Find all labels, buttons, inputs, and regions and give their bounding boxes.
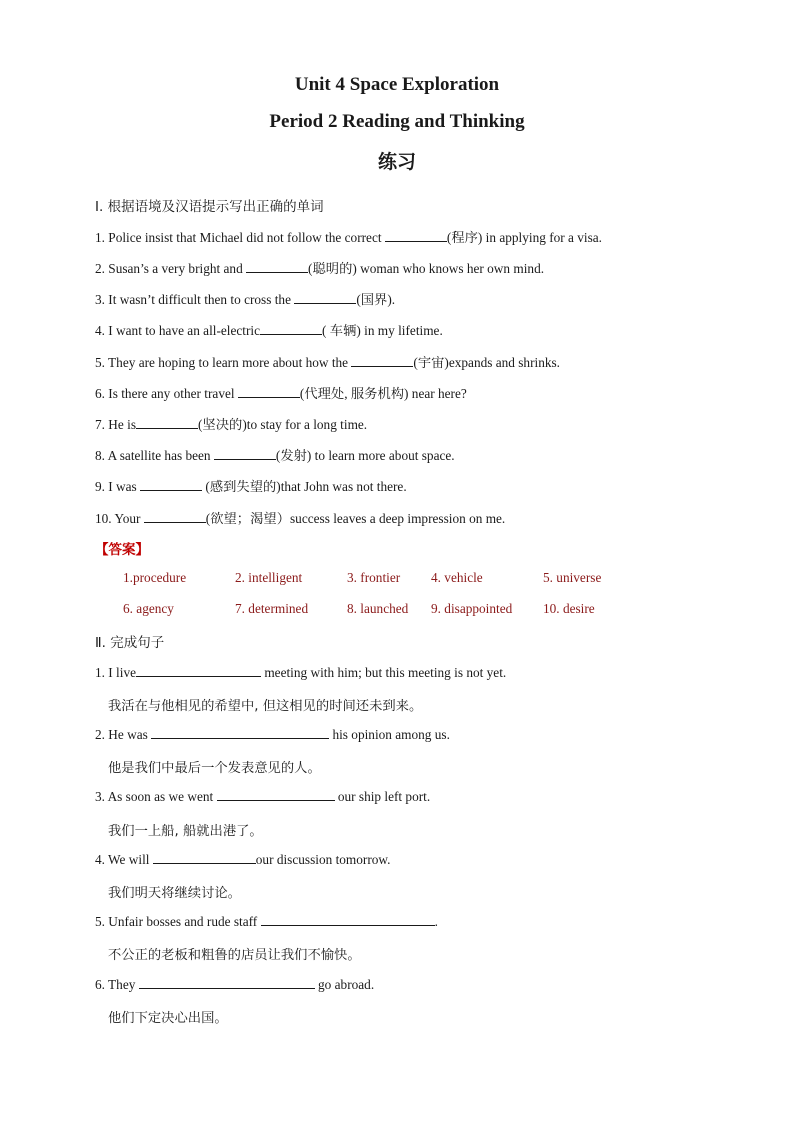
answer-blank: [151, 726, 329, 739]
answer-blank: [153, 851, 256, 864]
exercise-item-3: 3. It wasn’t difficult then to cross the (国界).: [95, 292, 396, 307]
answer-blank: [136, 416, 198, 429]
exercise-item-6: 6. Is there any other travel (代理处, 服务机构) near here?: [95, 386, 467, 401]
answer-item: 8. launched: [347, 601, 409, 616]
answer-blank: [238, 385, 300, 398]
answer-item: 4. vehicle: [431, 570, 483, 585]
sentence-item-6: 6. They go abroad.: [95, 977, 375, 992]
answer-item: 1.procedure: [123, 570, 187, 585]
answer-blank: [260, 322, 322, 335]
sentence-translation-6: 他们下定决心出国。: [108, 1011, 228, 1026]
answer-label: 【答案】: [95, 542, 149, 558]
exercise-item-9: 9. I was (感到失望的)that John was not there.: [95, 479, 407, 494]
sentence-translation-3: 我们一上船, 船就出港了。: [108, 824, 263, 839]
answer-item: 10. desire: [543, 601, 595, 616]
answer-item: 3. frontier: [347, 570, 401, 585]
subtitle: Period 2 Reading and Thinking: [269, 111, 525, 132]
answer-item: 2. intelligent: [235, 570, 303, 585]
answer-blank: [351, 354, 413, 367]
exercise-item-2: 2. Susan’s a very bright and (聪明的) woman who knows her own mind.: [95, 261, 545, 276]
answer-blank: [294, 291, 356, 304]
exercise-item-4: 4. I want to have an all-electric ( 车辆) in my lifetime.: [95, 323, 443, 338]
answer-blank: [214, 447, 276, 460]
sentence-translation-2: 他是我们中最后一个发表意见的人。: [108, 761, 321, 776]
answer-blank: [246, 260, 308, 273]
sentence-translation-4: 我们明天将继续讨论。: [108, 886, 241, 901]
exercise-item-5: 5. They are hoping to learn more about how the (宇宙)expands and shrinks.: [95, 355, 561, 370]
exercise-item-1: 1. Police insist that Michael did not follow the correct (程序) in applying for a visa.: [95, 230, 602, 245]
exercise-item-8: 8. A satellite has been (发射) to learn more about space.: [95, 448, 455, 463]
sentence-item-1: 1. I live meeting with him; but this meeting is not yet.: [95, 665, 507, 680]
answer-blank: [139, 976, 315, 989]
answer-blank: [140, 478, 202, 491]
sentence-translation-1: 我活在与他相见的希望中, 但这相见的时间还未到来。: [108, 699, 423, 714]
sentence-item-4: 4. We will our discussion tomorrow.: [95, 852, 391, 867]
answer-blank: [261, 913, 435, 926]
answer-item: 7. determined: [235, 601, 309, 616]
answer-blank: [217, 788, 335, 801]
answer-item: 5. universe: [543, 570, 602, 585]
sentence-translation-5: 不公正的老板和粗鲁的店员让我们不愉快。: [108, 948, 361, 963]
section2-heading: Ⅱ. 完成句子: [95, 635, 165, 651]
title: Unit 4 Space Exploration: [294, 74, 500, 95]
page-label: 练习: [377, 151, 416, 173]
answer-blank: [144, 510, 206, 523]
answer-item: 9. disappointed: [431, 601, 513, 616]
answer-blank: [385, 229, 447, 242]
section1-heading: Ⅰ. 根据语境及汉语提示写出正确的单词: [95, 199, 324, 215]
exercise-item-10: 10. Your (欲望；渴望）success leaves a deep impression on me.: [95, 511, 506, 526]
sentence-item-2: 2. He was his opinion among us.: [95, 727, 450, 742]
answer-blank: [136, 664, 261, 677]
sentence-item-5: 5. Unfair bosses and rude staff .: [95, 914, 438, 929]
sentence-item-3: 3. As soon as we went our ship left port.: [95, 789, 431, 804]
answer-item: 6. agency: [123, 601, 174, 616]
exercise-item-7: 7. He is (坚决的)to stay for a long time.: [95, 417, 368, 432]
